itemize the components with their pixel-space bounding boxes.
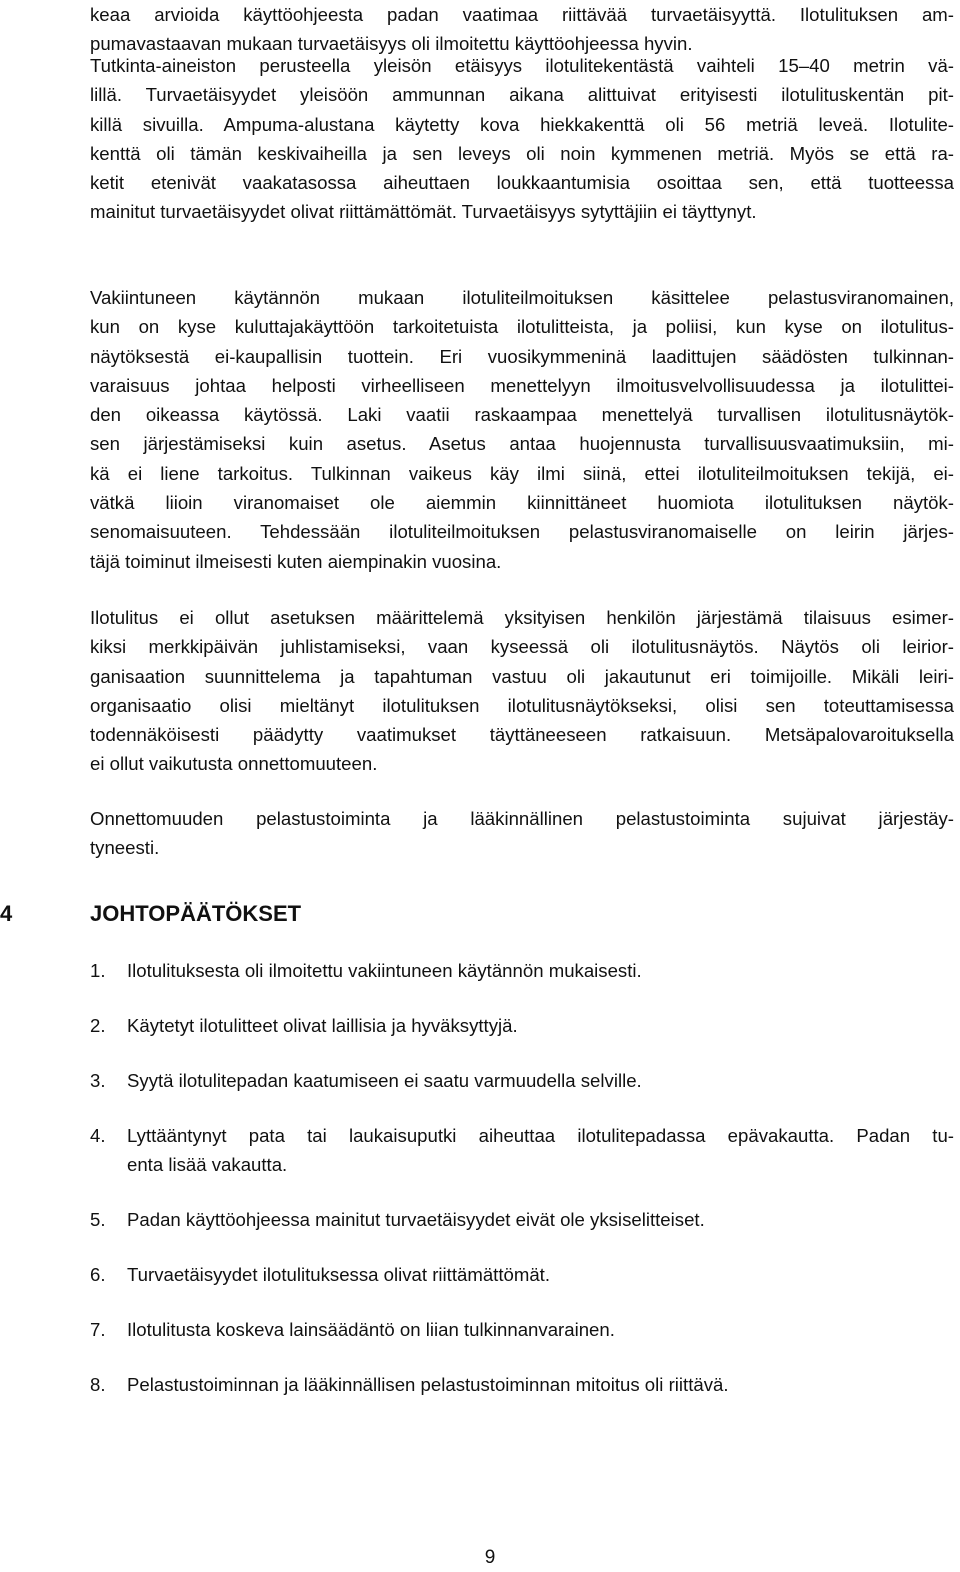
text-line: kun on kyse kuluttajakäyttöön tarkoitetuista ilotulitteista, ja poliisi, kun kyse on ilotulitus- — [90, 316, 954, 338]
text-line: Pelastustoiminnan ja lääkinnällisen pelastustoiminnan mitoitus oli riittävä. — [127, 1374, 729, 1395]
conclusion-text — [127, 1121, 954, 1180]
text-line: kiksi merkkipäivän juhlistamiseksi, vaan kyseessä oli ilotulitusnäytös. Näytös oli leirior- — [90, 636, 954, 658]
text-line: täjä toiminut ilmeisesti kuten aiempinakin vuosina. — [90, 550, 502, 572]
text-line: vätkä liioin viranomaiset ole aiemmin kiinnittäneet huomiota ilotulituksen näytök- — [90, 492, 954, 514]
text-line: varaisuus johtaa helposti virheelliseen menettelyyn ilmoitusvelvollisuudessa ja ilotulittei- — [90, 374, 954, 396]
text-line: Ilotulitusta koskeva lainsäädäntö on liian tulkinnanvarainen. — [127, 1319, 615, 1340]
text-line: Padan käyttöohjeessa mainitut turvaetäisyydet eivät ole yksiselitteiset. — [127, 1209, 705, 1230]
conclusion-number: 5. — [90, 1209, 106, 1230]
text-line: kä ei liene tarkoitus. Tulkinnan vaikeus käy ilmi siinä, ettei ilotuliteilmoituksen tekijä, ei- — [90, 462, 954, 484]
text-line: sen järjestämiseksi kuin asetus. Asetus antaa huojennusta turvallisuusvaatimuksiin, mi- — [90, 433, 954, 455]
conclusion-text — [127, 1011, 954, 1040]
text-line: pumavastaavan mukaan turvaetäisyys oli ilmoitettu käyttöohjeessa hyvin. — [90, 33, 693, 55]
text-line: mainitut turvaetäisyydet olivat riittämättömät. Turvaetäisyys sytyttäjiin ei täyttynyt. — [90, 201, 757, 223]
text-line: tyneesti. — [90, 837, 160, 859]
text-line: Käytetyt ilotulitteet olivat laillisia ja hyväksyttyjä. — [127, 1015, 518, 1036]
conclusion-text — [127, 1260, 954, 1289]
text-line: Turvaetäisyydet ilotulituksessa olivat riittämättömät. — [127, 1264, 550, 1285]
text-line: den oikeassa käytössä. Laki vaatii raskaampaa menettelyä turvallisen ilotulitusnäytök- — [90, 404, 954, 426]
text-line: senomaisuuteen. Tehdessään ilotuliteilmoituksen pelastusviranomaiselle on leirin järjes- — [90, 521, 954, 543]
text-line: todennäköisesti päädytty vaatimukset täyttäneeseen ratkaisuun. Metsäpalovaroituksella — [90, 724, 954, 746]
text-line: Vakiintuneen käytännön mukaan ilotuliteilmoituksen käsittelee pelastusviranomainen, — [90, 287, 954, 308]
paragraph-pelastustoiminta — [90, 804, 954, 863]
conclusion-number: 1. — [90, 960, 106, 981]
conclusion-number: 3. — [90, 1070, 106, 1091]
text-line: ketit etenivät vaakatasossa aiheuttaen loukkaantumisia osoittaa sen, että tuotteessa — [90, 172, 954, 194]
conclusion-number: 6. — [90, 1264, 106, 1285]
text-line: enta lisää vakautta. — [127, 1154, 288, 1176]
conclusion-number: 2. — [90, 1015, 106, 1036]
text-line: Onnettomuuden pelastustoiminta ja lääkinnällinen pelastustoiminta sujuivat järjestäy- — [90, 808, 954, 829]
paragraph-turvaetaisyys-ohje — [90, 0, 954, 59]
section-title: JOHTOPÄÄTÖKSET — [90, 901, 302, 926]
conclusion-text — [127, 1370, 954, 1399]
text-line: ganisaation suunnittelema ja tapahtuman vastuu oli jakautunut eri toimijoille. Mikäli leiri- — [90, 665, 954, 687]
text-line: Ilotulitus ei ollut asetuksen määrittelemä yksityisen henkilön järjestämä tilaisuus esimer- — [90, 607, 954, 628]
conclusion-text — [127, 956, 954, 985]
text-line: keaa arvioida käyttöohjeesta padan vaatimaa riittävää turvaetäisyyttä. Ilotulituksen am- — [90, 4, 954, 25]
text-line: Tutkinta-aineiston perusteella yleisön etäisyys ilotulitekentästä vaihteli 15–40 metrin vä- — [90, 55, 954, 76]
paragraph-yleison-etaisyys — [90, 51, 954, 227]
section-number: 4 — [0, 901, 13, 926]
text-line: kenttä oli tämän keskivaiheilla ja sen leveys oli noin kymmenen metriä. Myös se että ra- — [90, 142, 954, 164]
text-line: Lyttääntynyt pata tai laukaisuputki aiheuttaa ilotulitepadassa epävakautta. Padan tu- — [127, 1125, 954, 1146]
text-line: näytöksestä ei-kaupallisin tuottein. Eri vuosikymmeninä laadittujen säädösten tulkinnan- — [90, 345, 954, 367]
conclusion-text — [127, 1315, 954, 1344]
text-line: Ilotulituksesta oli ilmoitettu vakiintuneen käytännön mukaisesti. — [127, 960, 642, 981]
conclusion-number: 8. — [90, 1374, 106, 1395]
page-number: 9 — [484, 1547, 496, 1568]
text-line: killä sivuilla. Ampuma-alustana käytetty kova hiekkakenttä oli 56 metriä leveä. Ilotulite- — [90, 113, 954, 135]
text-line: organisaatio olisi mieltänyt ilotulituksen ilotulitusnäytökseksi, olisi sen toteuttamisessa — [90, 694, 954, 716]
conclusion-text — [127, 1066, 954, 1095]
conclusion-number: 4. — [90, 1125, 106, 1146]
text-line: lillä. Turvaetäisyydet yleisöön ammunnan aikana alittuivat erityisesti ilotulituskentän pit- — [90, 84, 954, 106]
conclusion-number: 7. — [90, 1319, 106, 1340]
section-heading — [0, 897, 960, 931]
paragraph-ilotulitusnaytos — [90, 603, 954, 779]
text-line: Syytä ilotulitepadan kaatumiseen ei saatu varmuudella selville. — [127, 1070, 642, 1091]
text-line: ei ollut vaikutusta onnettomuuteen. — [90, 753, 378, 775]
paragraph-ilotuliteilmoitus — [90, 283, 954, 576]
conclusion-text — [127, 1205, 954, 1234]
